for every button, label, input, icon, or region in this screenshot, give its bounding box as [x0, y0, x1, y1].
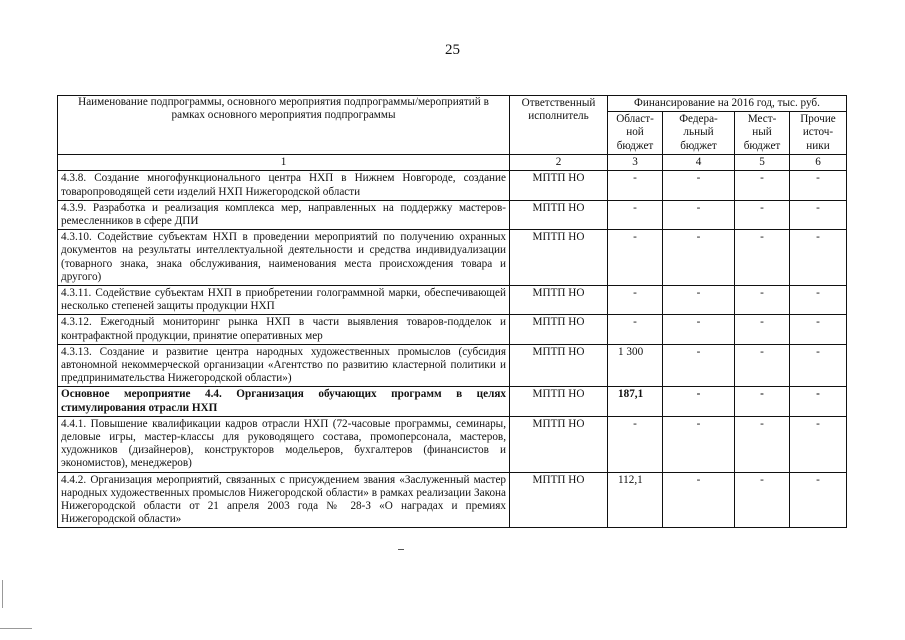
row-regional: -	[608, 171, 663, 200]
row-name: 4.3.10. Содействие субъектам НХП в проведении мероприятий по получению охранных документов на результаты интеллектуальной деятельности и средства индивидуализации (товарного знака, знака обслуживания, наименования места происхождения товара и другого)	[58, 230, 510, 286]
scan-mark	[2, 580, 3, 608]
row-executor: МПТП НО	[510, 387, 608, 416]
table-row-main-activity	[58, 387, 847, 416]
row-regional: -	[608, 286, 663, 315]
row-local: -	[735, 230, 790, 286]
row-local: -	[735, 286, 790, 315]
row-other: -	[790, 315, 847, 344]
row-federal: -	[663, 200, 735, 229]
column-numbers-row	[58, 155, 847, 171]
table-row	[58, 315, 847, 344]
row-other: -	[790, 387, 847, 416]
row-federal: -	[663, 344, 735, 387]
row-executor: МПТП НО	[510, 472, 608, 528]
row-other: -	[790, 171, 847, 200]
table-row	[58, 200, 847, 229]
header-federal: Федера-льный бюджет	[663, 112, 735, 155]
header-name: Наименование подпрограммы, основного мероприятия подпрограммы/мероприятий в рамках основного мероприятия подпрограммы	[58, 96, 510, 155]
column-number: 2	[510, 155, 608, 171]
column-number: 5	[735, 155, 790, 171]
header-financing: Финансирование на 2016 год, тыс. руб.	[608, 96, 847, 112]
column-number: 1	[58, 155, 510, 171]
table-row	[58, 416, 847, 472]
row-name: 4.3.13. Создание и развитие центра народных художественных промыслов (субсидия автономной некоммерческой организации «Агентство по развитию кластерной политики и предпринимательства Нижегородской области»)	[58, 344, 510, 387]
row-name: 4.3.9. Разработка и реализация комплекса мер, направленных на поддержку мастеров-ремесленников в сфере ДПИ	[58, 200, 510, 229]
row-executor: МПТП НО	[510, 344, 608, 387]
row-regional: 187,1	[608, 387, 663, 416]
row-local: -	[735, 315, 790, 344]
column-number: 4	[663, 155, 735, 171]
row-name: 4.4.1. Повышение квалификации кадров отрасли НХП (72-часовые программы, семинары, деловые игры, мастер-классы для руководящего состава, промоперсонала, мастеров, художников (дизайнеров), конструкторов модельеров, бухгалтеров (финансистов и экономистов), менеджеров)	[58, 416, 510, 472]
row-executor: МПТП НО	[510, 286, 608, 315]
row-local: -	[735, 387, 790, 416]
row-federal: -	[663, 472, 735, 528]
table-row	[58, 344, 847, 387]
row-other: -	[790, 286, 847, 315]
scan-mark	[398, 549, 404, 550]
scan-mark	[0, 628, 32, 629]
row-local: -	[735, 472, 790, 528]
row-regional: -	[608, 315, 663, 344]
row-name: 4.3.8. Создание многофункционального центра НХП в Нижнем Новгороде, создание товаропроводящей сети изделий НХП Нижегородской области	[58, 171, 510, 200]
row-executor: МПТП НО	[510, 171, 608, 200]
financing-table	[57, 95, 847, 528]
row-regional: -	[608, 200, 663, 229]
row-executor: МПТП НО	[510, 416, 608, 472]
row-other: -	[790, 200, 847, 229]
row-other: -	[790, 472, 847, 528]
row-name: Основное мероприятие 4.4. Организация обучающих программ в целях стимулирования отрасли НХП	[58, 387, 510, 416]
header-regional: Област-ной бюджет	[608, 112, 663, 155]
row-federal: -	[663, 416, 735, 472]
table-row	[58, 286, 847, 315]
row-local: -	[735, 200, 790, 229]
row-executor: МПТП НО	[510, 200, 608, 229]
row-other: -	[790, 230, 847, 286]
row-executor: МПТП НО	[510, 315, 608, 344]
row-regional: 1 300	[608, 344, 663, 387]
column-number: 3	[608, 155, 663, 171]
row-local: -	[735, 171, 790, 200]
row-executor: МПТП НО	[510, 230, 608, 286]
row-federal: -	[663, 286, 735, 315]
row-federal: -	[663, 230, 735, 286]
row-federal: -	[663, 387, 735, 416]
row-other: -	[790, 344, 847, 387]
header-executor: Ответственный исполнитель	[510, 96, 608, 155]
row-federal: -	[663, 315, 735, 344]
table-row	[58, 472, 847, 528]
row-regional: 112,1	[608, 472, 663, 528]
row-regional: -	[608, 230, 663, 286]
row-name: 4.4.2. Организация мероприятий, связанных с присуждением звания «Заслуженный мастер народных художественных промыслов Нижегородской области» в рамках реализации Закона Нижегородской области от 21 апреля 2003 года № 28-З «О наградах и премиях Нижегородской области»	[58, 472, 510, 528]
row-other: -	[790, 416, 847, 472]
row-regional: -	[608, 416, 663, 472]
column-number: 6	[790, 155, 847, 171]
page-number: 25	[445, 42, 460, 58]
row-name: 4.3.11. Содействие субъектам НХП в приобретении голограммной марки, обеспечивающей несколько степеней защиты продукции НХП	[58, 286, 510, 315]
header-local: Мест-ный бюджет	[735, 112, 790, 155]
table-row	[58, 171, 847, 200]
row-local: -	[735, 416, 790, 472]
header-other: Прочие источ-ники	[790, 112, 847, 155]
row-federal: -	[663, 171, 735, 200]
row-name: 4.3.12. Ежегодный мониторинг рынка НХП в части выявления товаров-подделок и контрафактной продукции, принятие оперативных мер	[58, 315, 510, 344]
row-local: -	[735, 344, 790, 387]
table-row	[58, 230, 847, 286]
